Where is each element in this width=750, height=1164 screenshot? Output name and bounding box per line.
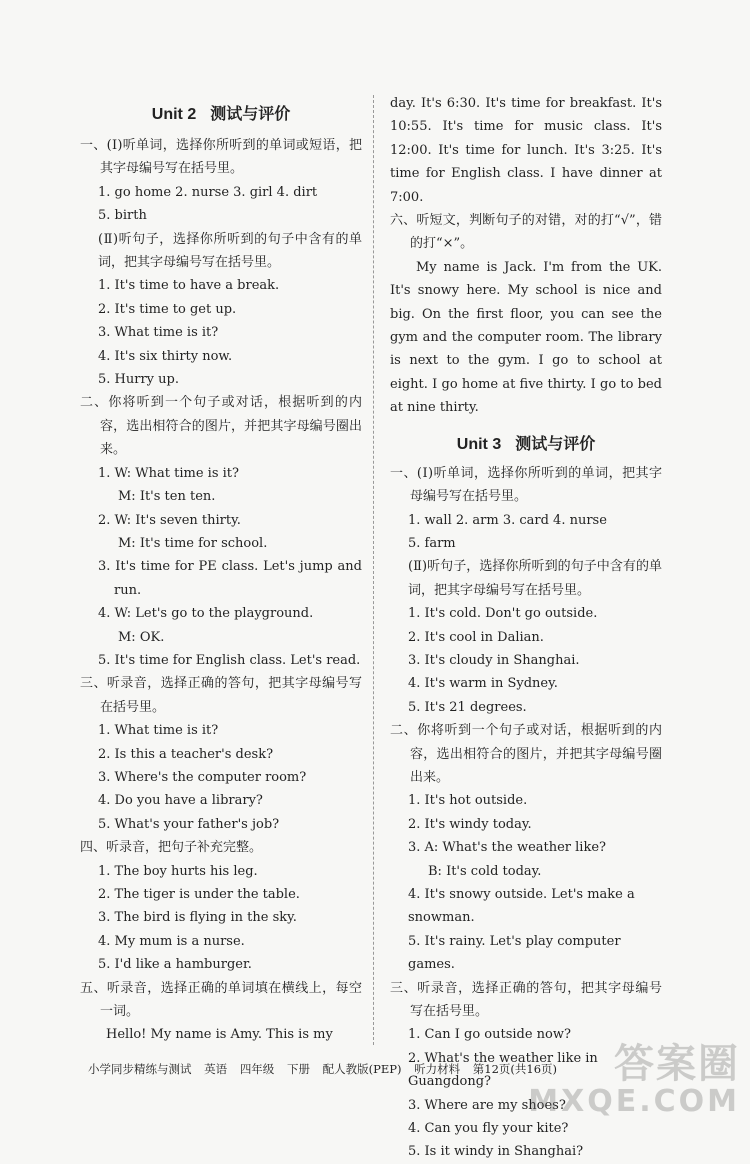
unit3-title-unit: Unit 3 xyxy=(456,435,502,453)
footer-volume: 下册 xyxy=(286,1062,310,1076)
unit2-q1-words-1: 1. go home 2. nurse 3. girl 4. dirt xyxy=(98,184,318,200)
unit2-q2-head: 二、你将听到一个句子或对话，根据听到的内容，选出相符合的图片，并把其字母编号圈出来。 xyxy=(80,395,362,458)
unit3-q1-words-2: 5. farm xyxy=(408,535,456,551)
list-item: 4. My mum is a nurse. xyxy=(98,933,245,949)
list-item: 5. Is it windy in Shanghai? xyxy=(408,1144,584,1160)
list-item: 2. The tiger is under the table. xyxy=(98,887,300,902)
list-item: 5. I'd like a hamburger. xyxy=(98,957,252,973)
unit2-title xyxy=(80,102,362,128)
unit3-q3-head: 三、听录音，选择正确的答句，把其字母编号写在括号里。 xyxy=(390,980,662,1020)
list-item: 1. Can I go outside now? xyxy=(408,1027,571,1043)
unit2-q5-paragraph-cont: day. It's 6:30. It's time for breakfast. It's 10:55. It's time for music class. It's 12:00. It's time for lunch. It's 3:25. It's time for English class. I have dinner at 7:00. xyxy=(390,96,662,205)
list-item: 4. W: Let's go to the playground. xyxy=(98,606,314,622)
unit2-q1-words-2: 5. birth xyxy=(98,208,147,224)
unit2-q6-paragraph: My name is Jack. I'm from the UK. It's snowy here. My school is nice and big. On the first floor, you can see the gym and the computer room. The library is next to the gym. I go to school at eight. I go home at five thirty. I go to bed at nine thirty. xyxy=(390,259,662,416)
list-item: 3. It's cloudy in Shanghai. xyxy=(408,652,580,668)
list-item: 2. Is this a teacher's desk? xyxy=(98,746,274,762)
unit2-q5-paragraph-start: Hello! My name is Amy. This is my xyxy=(106,1027,333,1043)
unit2-q6-head: 六、听短文，判断句子的对错，对的打“√”，错的打“×”。 xyxy=(390,213,662,252)
list-item: M: OK. xyxy=(118,629,165,645)
unit3-q1-words-1: 1. wall 2. arm 3. card 4. nurse xyxy=(408,512,607,528)
unit2-q1-head: 一、(Ⅰ)听单词，选择你所听到的单词或短语，把其字母编号写在括号里。 xyxy=(80,138,362,177)
unit2-q1-part2-head: (Ⅱ)听句子，选择你所听到的句子中含有的单词，把其字母编号写在括号里。 xyxy=(98,231,362,271)
footer-page: 第12页(共16页) xyxy=(472,1062,558,1076)
list-item: 4. It's six thirty now. xyxy=(98,348,233,364)
list-item: 4. It's snowy outside. Let's make a snowman. xyxy=(408,887,635,926)
list-item: 4. Do you have a library? xyxy=(98,793,263,809)
list-item: 3. Where's the computer room? xyxy=(98,769,307,785)
unit3-q1-part2-head: (Ⅱ)听句子，选择你所听到的句子中含有的单词，把其字母编号写在括号里。 xyxy=(408,559,662,598)
list-item: B: It's cold today. xyxy=(428,863,542,879)
unit2-q4-head: 四、听录音，把句子补充完整。 xyxy=(80,840,263,856)
list-item: 5. Hurry up. xyxy=(98,372,179,388)
list-item: 5. What's your father's job? xyxy=(98,816,280,832)
list-item: 4. Can you fly your kite? xyxy=(408,1121,569,1137)
right-column xyxy=(390,92,662,1164)
list-item: 1. The boy hurts his leg. xyxy=(98,863,258,879)
list-item: 4. It's warm in Sydney. xyxy=(408,676,558,692)
unit3-title xyxy=(390,432,662,458)
unit2-title-label: 测试与评价 xyxy=(210,106,291,123)
list-item: 5. It's 21 degrees. xyxy=(408,699,527,715)
unit3-q2-head: 二、你将听到一个句子或对话，根据听到的内容，选出相符合的图片，并把其字母编号圈出来。 xyxy=(390,723,662,785)
footer-edition: 配人教版(PEP) xyxy=(322,1062,402,1076)
unit2-q5-head: 五、听录音，选择正确的单词填在横线上，每空一词。 xyxy=(80,980,362,1020)
list-item: 1. W: What time is it? xyxy=(98,465,239,481)
list-item: 2. It's time to get up. xyxy=(98,301,237,317)
footer-section: 听力材料 xyxy=(414,1062,461,1076)
list-item: 3. It's time for PE class. Let's jump and run. xyxy=(98,559,362,598)
site-watermark xyxy=(528,1042,740,1118)
footer-subject: 英语 xyxy=(204,1062,228,1076)
list-item: 1. What time is it? xyxy=(98,723,219,739)
list-item: 1. It's hot outside. xyxy=(408,793,528,809)
footer-book: 小学同步精练与测试 xyxy=(88,1062,192,1076)
list-item: 5. It's time for English class. Let's read. xyxy=(98,652,361,668)
watermark-url: MXQE.COM xyxy=(528,1084,740,1119)
list-item: 3. Where are my shoes? xyxy=(408,1097,566,1113)
list-item: M: It's ten ten. xyxy=(118,489,216,505)
list-item: 1. It's time to have a break. xyxy=(98,278,280,294)
list-item: 3. What time is it? xyxy=(98,325,219,341)
unit3-title-label: 测试与评价 xyxy=(515,435,596,453)
list-item: 2. It's cool in Dalian. xyxy=(408,629,544,645)
list-item: 2. It's windy today. xyxy=(408,816,532,832)
list-item: 3. The bird is flying in the sky. xyxy=(98,910,297,926)
watermark-logo-text: 答案圈 xyxy=(614,1041,740,1087)
left-column xyxy=(80,92,362,1047)
unit3-q1-head: 一、(Ⅰ)听单词，选择你所听到的单词，把其字母编号写在括号里。 xyxy=(390,465,662,505)
list-item: 3. A: What's the weather like? xyxy=(408,840,607,856)
unit2-title-unit: Unit 2 xyxy=(151,106,197,123)
list-item: 5. It's rainy. Let's play computer games. xyxy=(408,933,621,973)
list-item: 2. W: It's seven thirty. xyxy=(98,512,241,528)
list-item: 1. It's cold. Don't go outside. xyxy=(408,606,598,622)
column-divider xyxy=(373,95,374,1045)
footer-grade: 四年级 xyxy=(239,1062,275,1076)
list-item: 2. What's the weather like in Guangdong? xyxy=(408,1050,598,1090)
list-item: M: It's time for school. xyxy=(118,535,268,551)
unit2-q3-head: 三、听录音，选择正确的答句，把其字母编号写在括号里。 xyxy=(80,676,362,715)
